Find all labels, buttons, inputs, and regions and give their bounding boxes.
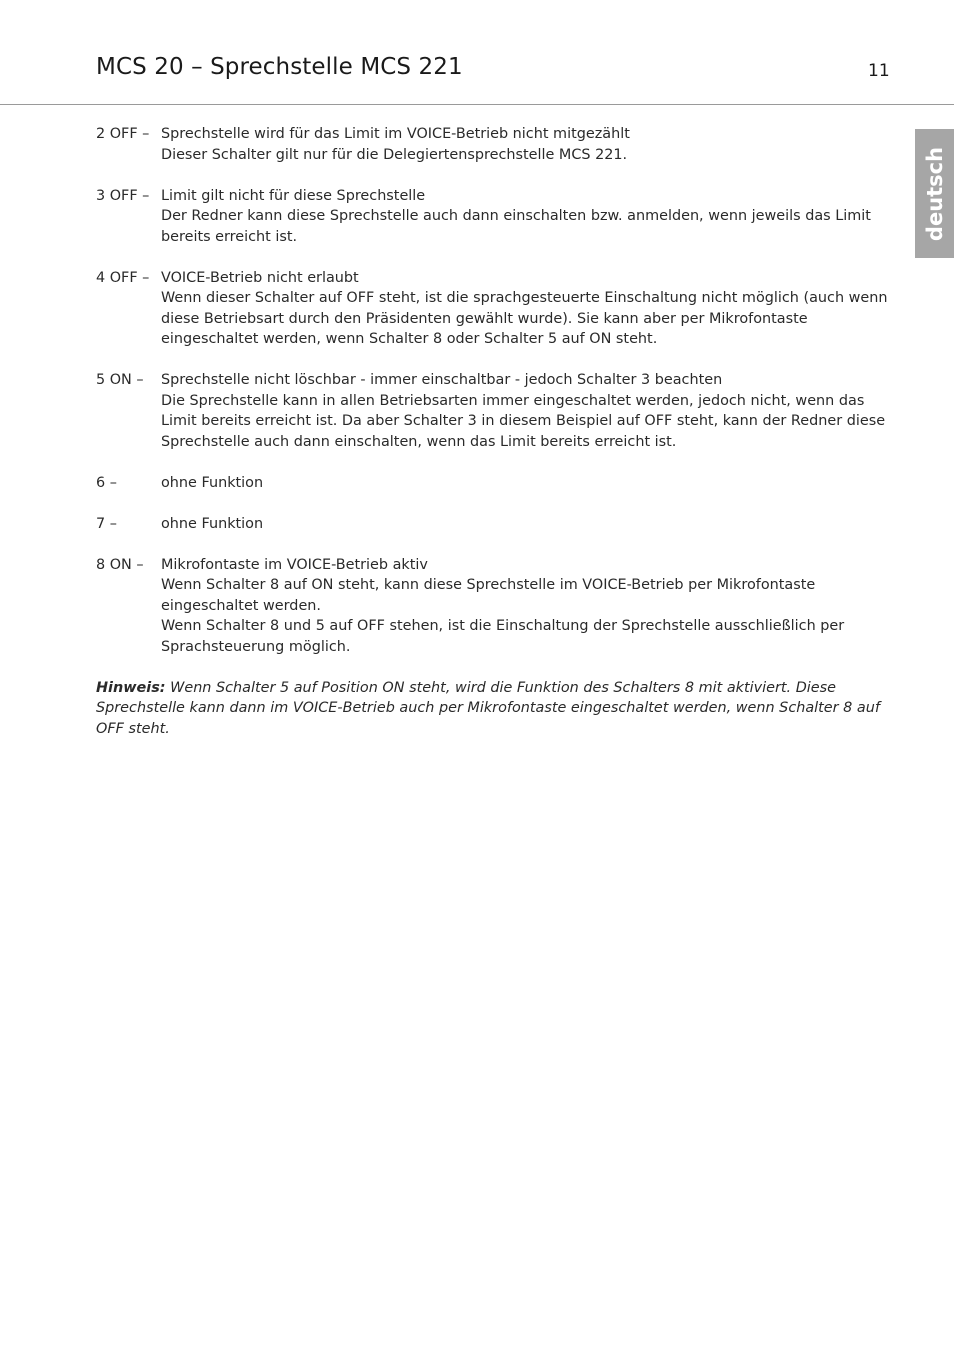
- switch-description: [161, 555, 892, 658]
- switch-text: Dieser Schalter gilt nur für die Delegiertensprechstelle MCS 221.: [161, 146, 628, 163]
- switch-item-7: [96, 514, 892, 535]
- switch-key: 7 –: [96, 515, 117, 532]
- switch-text: Der Redner kann diese Sprechstelle auch dann einschalten bzw. anmelden, wenn jeweils das Limit bereits erreicht ist.: [161, 208, 871, 245]
- note-label: Hinweis:: [96, 679, 166, 696]
- switch-heading: Sprechstelle nicht löschbar - immer einschaltbar - jedoch Schalter 3 beachten: [161, 372, 723, 388]
- switch-text: Wenn Schalter 8 und 5 auf OFF stehen, ist die Einschaltung der Sprechstelle ausschließlich per Sprachsteuerung möglich.: [161, 618, 845, 655]
- switch-description: [161, 514, 892, 535]
- switch-heading: Limit gilt nicht für diese Sprechstelle: [161, 187, 426, 204]
- switch-key: 4 OFF –: [96, 269, 150, 286]
- switch-heading: VOICE-Betrieb nicht erlaubt: [161, 269, 359, 286]
- page-number: 11: [868, 61, 890, 81]
- switch-heading: Sprechstelle wird für das Limit im VOICE-Betrieb nicht mitgezählt: [161, 126, 630, 142]
- switch-text: Die Sprechstelle kann in allen Betriebsarten immer eingeschaltet werden, jedoch nicht, wenn das Limit bereits erreicht ist. Da aber Schalter 3 in diesem Beispiel auf OFF steht, kann der Redner diese Sprechstelle auch dann einschalten, wenn das Limit bereits erreicht ist.: [161, 392, 886, 450]
- switch-item-2: [96, 124, 892, 165]
- switch-description: [161, 186, 892, 248]
- switch-key: 8 ON –: [96, 556, 144, 573]
- note-text: Wenn Schalter 5 auf Position ON steht, wird die Funktion des Schalters 8 mit aktiviert. Diese Sprechstelle kann dann im VOICE-Betrieb auch per Mikrofontaste eingeschaltet werden, wenn Schalter 8 auf OFF steht.: [96, 679, 880, 737]
- switch-description: [161, 473, 892, 494]
- switch-item-3: [96, 186, 892, 248]
- header-rule: [0, 104, 954, 105]
- switch-key: 6 –: [96, 474, 117, 491]
- switch-description: [161, 370, 892, 452]
- note-paragraph: [96, 678, 892, 740]
- switch-list: [96, 124, 892, 753]
- language-tab-label: deutsch: [922, 146, 947, 241]
- switch-item-5: [96, 370, 892, 452]
- page-title: MCS 20 – Sprechstelle MCS 221: [96, 54, 463, 80]
- switch-text: Wenn dieser Schalter auf OFF steht, ist die sprachgesteuerte Einschaltung nicht möglich (auch wenn diese Betriebsart durch den Präsidenten gewählt wurde). Sie kann aber per Mikrofontaste eingeschaltet werden, wenn Schalter 8 oder Schalter 5 auf ON steht.: [161, 290, 888, 347]
- switch-heading: ohne Funktion: [161, 515, 264, 532]
- switch-description: [161, 268, 892, 350]
- switch-key: 5 ON –: [96, 372, 144, 388]
- switch-key: 3 OFF –: [96, 187, 150, 204]
- switch-heading: ohne Funktion: [161, 474, 264, 491]
- switch-description: [161, 124, 892, 165]
- switch-key: 2 OFF –: [96, 126, 150, 142]
- switch-item-6: [96, 473, 892, 494]
- switch-item-4: [96, 268, 892, 350]
- switch-text: Wenn Schalter 8 auf ON steht, kann diese Sprechstelle im VOICE-Betrieb per Mikrofontaste eingeschaltet werden.: [161, 577, 816, 614]
- switch-item-8: [96, 555, 892, 658]
- language-tab: [915, 129, 954, 258]
- switch-heading: Mikrofontaste im VOICE-Betrieb aktiv: [161, 556, 428, 573]
